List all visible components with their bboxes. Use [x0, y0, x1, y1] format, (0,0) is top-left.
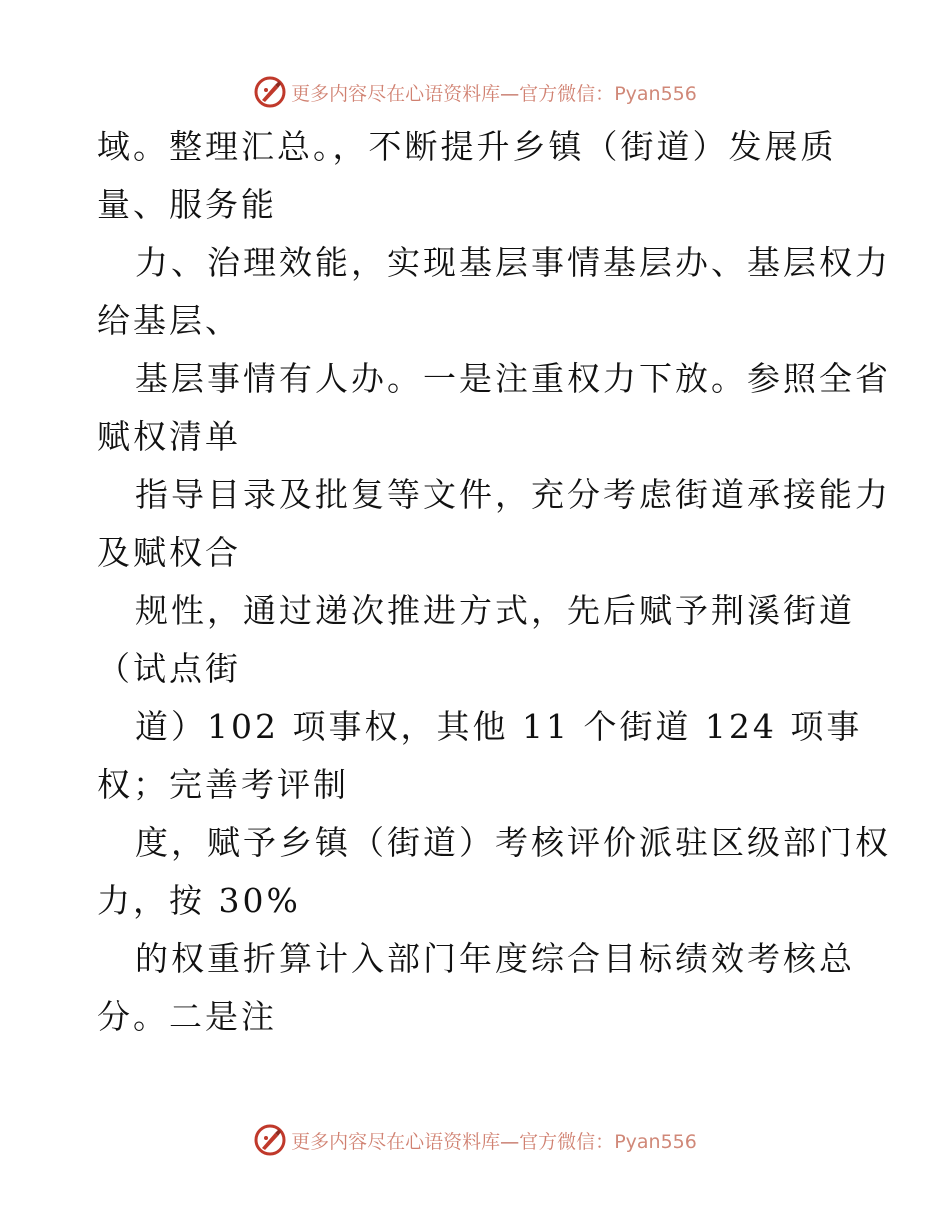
banner-dash: —: [500, 1130, 520, 1153]
pen-seal-icon: [253, 75, 287, 109]
text-line: 度，赋予乡镇（街道）考核评价派驻区级部门权: [135, 823, 891, 862]
text-line: 基层事情有人办。一是注重权力下放。参照全省: [135, 359, 891, 398]
banner-text: [291, 1127, 697, 1154]
text-line: 规性，通过递次推进方式，先后赋予荆溪街道: [135, 591, 855, 630]
wechat-id: Pyan556: [614, 1130, 697, 1153]
header-banner: [0, 72, 950, 112]
text-line: 的权重折算计入部门年度综合目标绩效考核总: [135, 939, 855, 978]
text-line: 力，按 30%: [97, 881, 301, 920]
banner-title: 更多内容尽在心语资料库: [291, 1130, 501, 1153]
wechat-label: 官方微信：: [519, 1130, 615, 1153]
text-line: 域。整理汇总。，不断提升乡镇（街道）发展质: [97, 127, 837, 166]
text-line: 给基层、: [97, 301, 241, 340]
pen-seal-icon: [253, 1123, 287, 1157]
footer-banner: [0, 1120, 950, 1160]
text-line: 力、治理效能，实现基层事情基层办、基层权力: [135, 243, 891, 282]
text-line: 道）102 项事权，其他 11 个街道 124 项事: [135, 707, 863, 746]
banner-dash: —: [500, 82, 520, 105]
text-line: 分。二是注: [97, 997, 277, 1036]
text-line: 量、服务能: [97, 185, 277, 224]
banner-title: 更多内容尽在心语资料库: [291, 82, 501, 105]
text-line: 及赋权合: [97, 533, 241, 572]
text-line: 赋权清单: [97, 417, 241, 456]
banner-text: [291, 79, 697, 106]
text-line: 指导目录及批复等文件，充分考虑街道承接能力: [135, 475, 891, 514]
wechat-label: 官方微信：: [519, 82, 615, 105]
text-line: 权；完善考评制: [97, 765, 349, 804]
wechat-id: Pyan556: [614, 82, 697, 105]
text-line: （试点街: [97, 649, 241, 688]
document-body: [97, 118, 891, 1046]
